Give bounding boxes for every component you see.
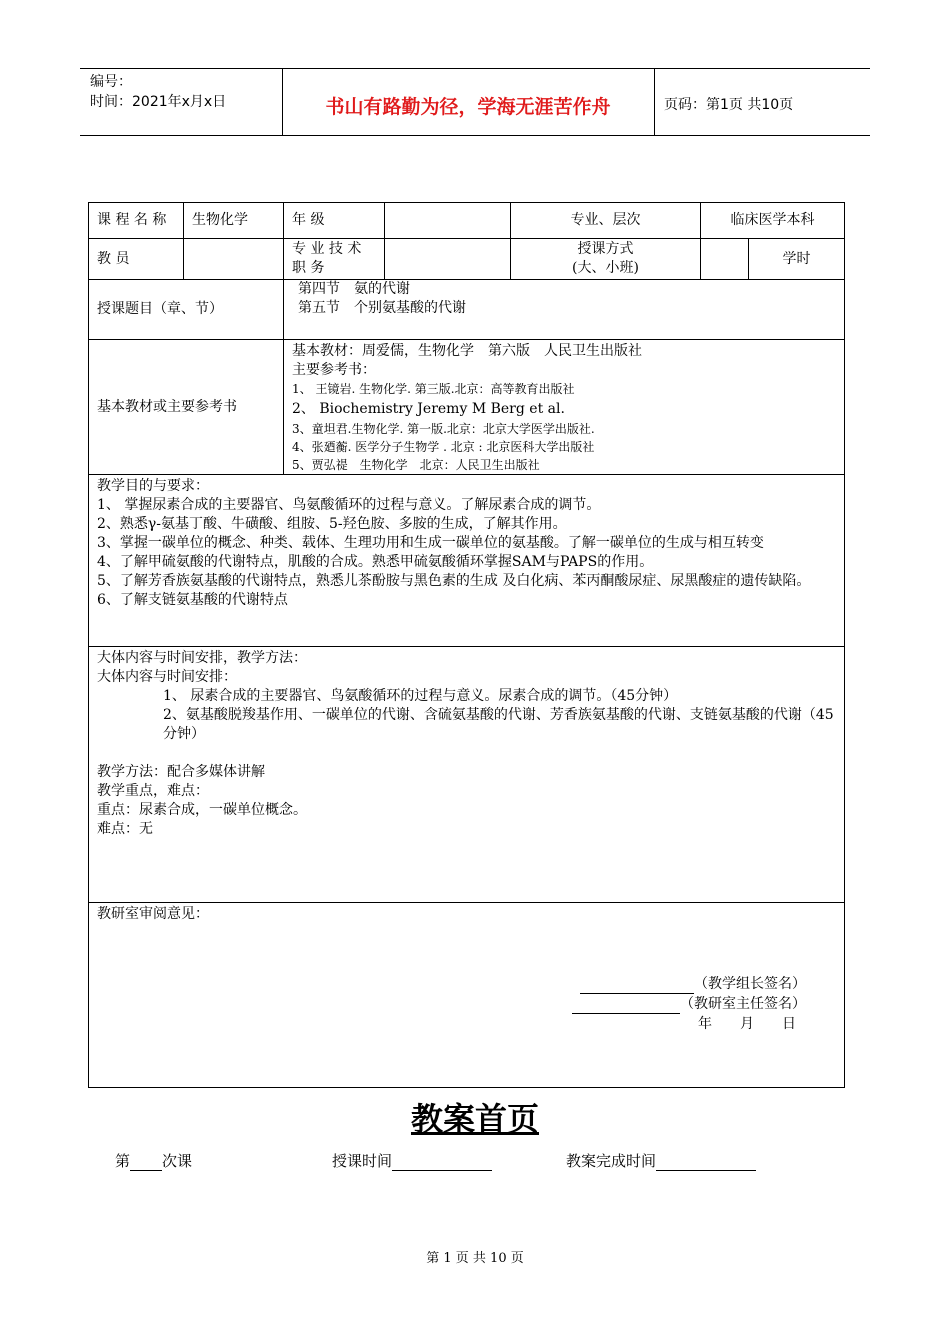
goals-line: 5、了解芳香族氨基酸的代谢特点，熟悉儿茶酚胺与黑色素的生成 及白化病、苯丙酮酸尿症、尿黑酸症的遗传缺陷。 [97,573,811,589]
books-ref: 1、 王镜岩. 生物化学. 第三版.北京：高等教育出版社 [292,382,575,396]
topic-line: 第四节 氨的代谢 [298,281,410,297]
row-topic [89,280,845,340]
topic-label: 授课题目（章、节） [89,280,284,340]
signature-blank [580,979,694,994]
major-label: 专业、层次 [511,203,701,239]
title-value [385,239,511,280]
spacer [97,744,836,763]
books-main: 基本教材：周爱儒，生物化学 第六版 人民卫生出版社 [292,343,642,359]
goals-line: 6、了解支链氨基酸的代谢特点 [97,592,288,608]
content-item: 2、氨基酸脱羧基作用、一碳单位的代谢、含硫氨基酸的代谢、芳香族氨基酸的代谢、支链氨基酸的代谢（45分钟） [163,707,834,742]
keypoints-label: 教学重点，难点： [97,783,209,799]
difficulty: 难点：无 [97,821,153,837]
lesson-time-label: 授课时间 [332,1152,393,1170]
title-label [284,239,385,280]
sign-date: 年 月 日 [698,1016,796,1032]
lesson-plan-table [88,202,845,1088]
content-item: 1、 尿素合成的主要器官、鸟氨酸循环的过程与意义。尿素合成的调节。（45分钟） [163,688,678,704]
plan-done-label: 教案完成时间 [566,1152,657,1170]
row-course [89,203,845,239]
title-label-line: 职 务 [292,260,325,276]
content-title: 大体内容与时间安排，教学方法： [97,650,307,666]
signature-blank [572,999,680,1014]
header-divider [654,68,655,136]
goals-line: 教学目的与要求： [97,478,209,494]
books-value [284,340,845,475]
method-text: 教学方法：配合多媒体讲解 [97,764,265,780]
lesson-time [332,1150,492,1171]
keypoint: 重点：尿素合成，一碳单位概念。 [97,802,307,818]
time-label: 时间：2021年x月x日 [90,94,227,110]
books-label: 基本教材或主要参考书 [89,340,284,475]
books-ref-label: 主要参考书： [292,362,376,378]
topic-value [284,280,845,340]
method-label-line: 授课方式 [577,241,634,257]
lesson-blank [130,1156,162,1171]
lesson-number [115,1150,192,1171]
sign-leader-label: （教学组长签名） [694,976,806,992]
lesson-suffix: 次课 [162,1152,193,1170]
header-left [90,72,226,112]
plan-done-time [566,1150,756,1171]
title-label-line: 专 业 技 术 [292,241,362,257]
teacher-value [184,239,284,280]
header-page-number: 页码：第1页 共10页 [664,97,794,113]
review-label: 教研室审阅意见： [97,906,209,922]
course-value: 生物化学 [184,203,284,239]
goals-line: 1、 掌握尿素合成的主要器官、鸟氨酸循环的过程与意义。了解尿素合成的调节。 [97,497,601,513]
content-subtitle: 大体内容与时间安排： [97,669,237,685]
page-footer: 第 1 页 共 10 页 [426,1251,524,1266]
row-teacher [89,239,845,280]
major-value: 临床医学本科 [701,203,845,239]
teacher-label: 教 员 [89,239,184,280]
lesson-time-blank [392,1156,492,1171]
goals-cell [89,475,845,647]
sign-director-label: （教研室主任签名） [680,996,806,1012]
header-motto: 书山有路勤为径，学海无涯苦作舟 [325,96,611,118]
review-area [97,905,836,1080]
goals-line: 3、掌握一碳单位的概念、种类、载体、生理功用和生成一碳单位的氨基酸。了解一碳单位的生成与相互转变 [97,535,764,551]
books-ref: 4、张廼蘅. 医学分子生物学 . 北京 : 北京医科大学出版社 [292,440,595,454]
method-value [701,239,749,280]
header-bottom-rule [80,135,870,136]
row-review [89,903,845,1088]
goals-line: 4、了解甲硫氨酸的代谢特点，肌酸的合成。熟悉甲硫氨酸循环掌握SAM与PAPS的作用。 [97,554,654,570]
header-top-rule [80,68,870,69]
grade-label: 年 级 [284,203,385,239]
method-label-line: (大、小班) [572,260,639,276]
lesson-prefix: 第 [115,1152,131,1170]
page-title-text: 教案首页 [410,1100,539,1138]
row-books [89,340,845,475]
course-label: 课 程 名 称 [89,203,184,239]
content-cell [89,647,845,903]
books-ref: 2、 Biochemistry Jeremy M Berg et al. [292,401,565,417]
topic-line: 第五节 个别氨基酸的代谢 [298,300,466,316]
page-title [0,1094,950,1140]
grade-value [385,203,511,239]
sign-leader [580,975,806,994]
serial-label: 编号： [90,74,132,90]
row-goals [89,475,845,647]
row-content [89,647,845,903]
plan-done-blank [656,1156,756,1171]
hours-label: 学时 [749,239,845,280]
sign-director [572,995,806,1014]
books-ref: 5、贾弘禔 生物化学 北京：人民卫生出版社 [292,458,540,472]
goals-line: 2、熟悉γ-氨基丁酸、牛磺酸、组胺、5-羟色胺、多胺的生成，了解其作用。 [97,516,567,532]
books-ref: 3、童坦君.生物化学. 第一版.北京：北京大学医学出版社. [292,422,595,436]
method-label [511,239,701,280]
review-cell [89,903,845,1088]
